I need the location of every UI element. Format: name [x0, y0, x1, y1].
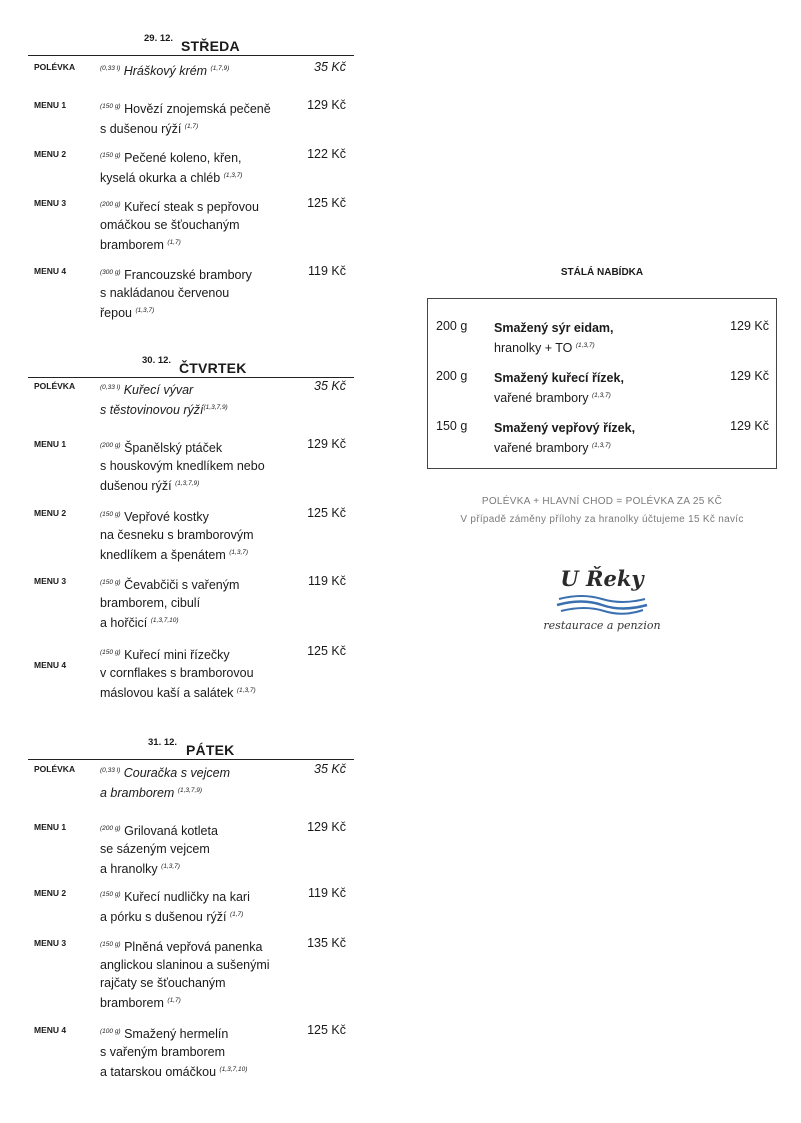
weight: (300 g) — [100, 269, 121, 276]
dish-line: bramborem — [100, 996, 164, 1010]
dish-line: dušenou rýží — [100, 479, 172, 493]
allergens: (1,3,7) — [591, 442, 611, 449]
price: 125 Kč — [307, 644, 346, 658]
day-section-wednesday — [28, 33, 354, 320]
day-name: ČTVRTEK — [179, 360, 247, 376]
dish-line: a hranolky — [100, 862, 158, 876]
day-name: STŘEDA — [181, 38, 240, 54]
dish-line: anglickou slaninou a sušenými — [100, 958, 270, 972]
allergens: (1,7) — [167, 239, 181, 246]
day-header — [28, 355, 354, 377]
dish-line: bramborem, cibulí — [100, 596, 201, 610]
fries-note: V případě záměny přílohy za hranolky účtujeme 15 Kč navíc — [460, 514, 744, 525]
price: 129 Kč — [730, 419, 769, 433]
weight: (150 g) — [100, 941, 121, 948]
dish-line: s těstovinovou rýží — [100, 403, 204, 417]
row-label: MENU 4 — [34, 1025, 67, 1035]
price: 119 Kč — [308, 264, 346, 278]
allergens: (1,3,7,10) — [219, 1066, 248, 1073]
weight: (200 g) — [100, 442, 121, 449]
weight: 200 g — [436, 369, 468, 383]
allergens: (1,7) — [167, 997, 181, 1004]
standing-offer-title: STÁLÁ NABÍDKA — [560, 267, 644, 278]
row-label: MENU 1 — [34, 100, 67, 110]
logo-tagline: restaurace a penzion — [543, 619, 661, 632]
dish-line: Pečené koleno, křen, — [124, 151, 242, 165]
allergens: (1,7) — [229, 911, 244, 918]
allergens: (1,3,7) — [161, 863, 180, 870]
allergens: (1,3,7) — [575, 342, 595, 349]
dish-line: s houskovým knedlíkem nebo — [100, 459, 265, 473]
row-label: MENU 2 — [34, 888, 67, 898]
allergens: (1,3,7,10) — [150, 617, 179, 624]
weight: (150 g) — [100, 891, 121, 898]
divider — [28, 759, 354, 760]
dish-line: máslovou kaší a salátek — [100, 686, 234, 700]
allergens: (1,3,7,9) — [175, 480, 200, 487]
price: 129 Kč — [307, 820, 346, 834]
allergens: (1,3,7) — [223, 172, 243, 179]
price: 129 Kč — [307, 437, 346, 451]
dish-line: Couračka s vejcem — [123, 766, 231, 780]
dish-side: vařené brambory — [494, 391, 589, 405]
dish-line: Kuřecí steak s pepřovou — [124, 200, 259, 214]
dish-line: Grilovaná kotleta — [124, 824, 218, 838]
dish-line: Španělský ptáček — [124, 441, 223, 455]
dish-side: hranolky + TO — [494, 341, 573, 355]
price: 119 Kč — [308, 886, 346, 900]
day-header — [28, 737, 354, 759]
wave-line — [557, 602, 647, 609]
row-label: MENU 3 — [34, 576, 67, 586]
dish-line: Vepřové kostky — [124, 510, 209, 524]
dish-line: na česneku s bramborovým — [100, 528, 254, 542]
price: 125 Kč — [307, 1023, 346, 1037]
day-section-friday — [28, 737, 354, 1079]
dish-line: a tatarskou omáčkou — [100, 1065, 217, 1079]
weight: (150 g) — [100, 511, 121, 518]
restaurant-logo — [497, 566, 707, 646]
row-label: MENU 2 — [34, 149, 67, 159]
allergens: (1,3,7) — [236, 687, 256, 694]
weight: (150 g) — [100, 649, 121, 656]
weight: (200 g) — [100, 825, 121, 832]
dish-name: Smažený vepřový řízek, — [494, 421, 636, 435]
dish-name: Smažený sýr eidam, — [494, 321, 614, 335]
weight: (150 g) — [100, 152, 121, 159]
price: 119 Kč — [308, 574, 346, 588]
day-date: 31. 12. — [148, 737, 178, 748]
dish-line: se sázeným vejcem — [100, 842, 210, 856]
dish-line: knedlíkem a špenátem — [100, 548, 226, 562]
allergens: (1,3,7) — [229, 549, 249, 556]
dish-line: Francouzské brambory — [124, 268, 252, 282]
day-name: PÁTEK — [186, 742, 235, 758]
dish-line: kyselá okurka a chléb — [100, 171, 221, 185]
day-date: 30. 12. — [142, 355, 172, 366]
dish-line: a pórku s dušenou rýží — [100, 910, 227, 924]
weight: 200 g — [436, 319, 468, 333]
price: 129 Kč — [730, 319, 769, 333]
wave-icon — [497, 593, 707, 615]
dish-line: a bramborem — [100, 786, 175, 800]
divider — [28, 55, 354, 56]
row-label: POLÉVKA — [34, 381, 76, 391]
dish-line: Kuřecí vývar — [123, 383, 194, 397]
dish-line: omáčkou se šťouchaným — [100, 218, 240, 232]
day-date: 29. 12. — [144, 33, 174, 44]
divider — [28, 377, 354, 378]
dish-line: Čevabčiči s vařeným — [124, 578, 240, 592]
dish-line: bramborem — [100, 238, 164, 252]
row-label: POLÉVKA — [34, 62, 76, 72]
row-label: MENU 1 — [34, 822, 67, 832]
weight: (100 g) — [100, 1028, 121, 1035]
dish-name: Smažený kuřecí řízek, — [494, 371, 624, 385]
price: 125 Kč — [307, 196, 346, 210]
price: 125 Kč — [307, 506, 346, 520]
weight: (0,33 l) — [100, 65, 121, 72]
combo-note: POLÉVKA + HLAVNÍ CHOD = POLÉVKA ZA 25 KČ — [481, 496, 723, 507]
row-label: MENU 3 — [34, 938, 67, 948]
price: 129 Kč — [307, 98, 346, 112]
price: 35 Kč — [314, 379, 346, 393]
dish-line: Kuřecí nudličky na kari — [124, 890, 250, 904]
price: 122 Kč — [307, 147, 346, 161]
allergens: (1,7,9) — [210, 65, 230, 72]
dish-line: řepou — [100, 306, 132, 320]
dish-line: s vařeným bramborem — [100, 1045, 226, 1059]
weight: 150 g — [436, 419, 468, 433]
weight: (150 g) — [100, 103, 121, 110]
dish-line: Hráškový krém — [123, 64, 208, 78]
allergens: (1,3,7) — [135, 307, 155, 314]
price: 135 Kč — [307, 936, 346, 950]
weight: (200 g) — [100, 201, 121, 208]
dish-line: Hovězí znojemská pečeně — [124, 102, 271, 116]
dish-line: s nakládanou červenou — [100, 286, 230, 300]
dish-line: Smažený hermelín — [124, 1027, 229, 1041]
row-label: POLÉVKA — [34, 764, 76, 774]
weight: (0,33 l) — [100, 384, 121, 391]
price: 35 Kč — [314, 762, 346, 776]
row-label: MENU 3 — [34, 198, 67, 208]
allergens: (1,3,7,9) — [203, 404, 228, 411]
price: 129 Kč — [730, 369, 769, 383]
dish-line: v cornflakes s bramborovou — [100, 666, 254, 680]
row-label: MENU 1 — [34, 439, 67, 449]
weight: (150 g) — [100, 579, 121, 586]
allergens: (1,3,7) — [591, 392, 611, 399]
row-label: MENU 4 — [34, 660, 67, 670]
dish-line: Kuřecí mini řízečky — [124, 648, 230, 662]
dish-side: vařené brambory — [494, 441, 589, 455]
day-header — [28, 33, 354, 55]
allergens: (1,7) — [184, 123, 199, 130]
logo-name: U Řeky — [560, 566, 644, 591]
dish-line: a hořčicí — [100, 616, 148, 630]
dish-line: rajčaty se šťouchaným — [100, 976, 226, 990]
row-label: MENU 4 — [34, 266, 67, 276]
price: 35 Kč — [314, 60, 346, 74]
day-section-thursday — [28, 355, 354, 700]
dish-line: s dušenou rýží — [100, 122, 182, 136]
row-label: MENU 2 — [34, 508, 67, 518]
standing-offer-box — [427, 298, 777, 469]
allergens: (1,3,7,9) — [177, 787, 203, 794]
dish-line: Plněná vepřová panenka — [124, 940, 263, 954]
weight: (0,33 l) — [100, 767, 121, 774]
